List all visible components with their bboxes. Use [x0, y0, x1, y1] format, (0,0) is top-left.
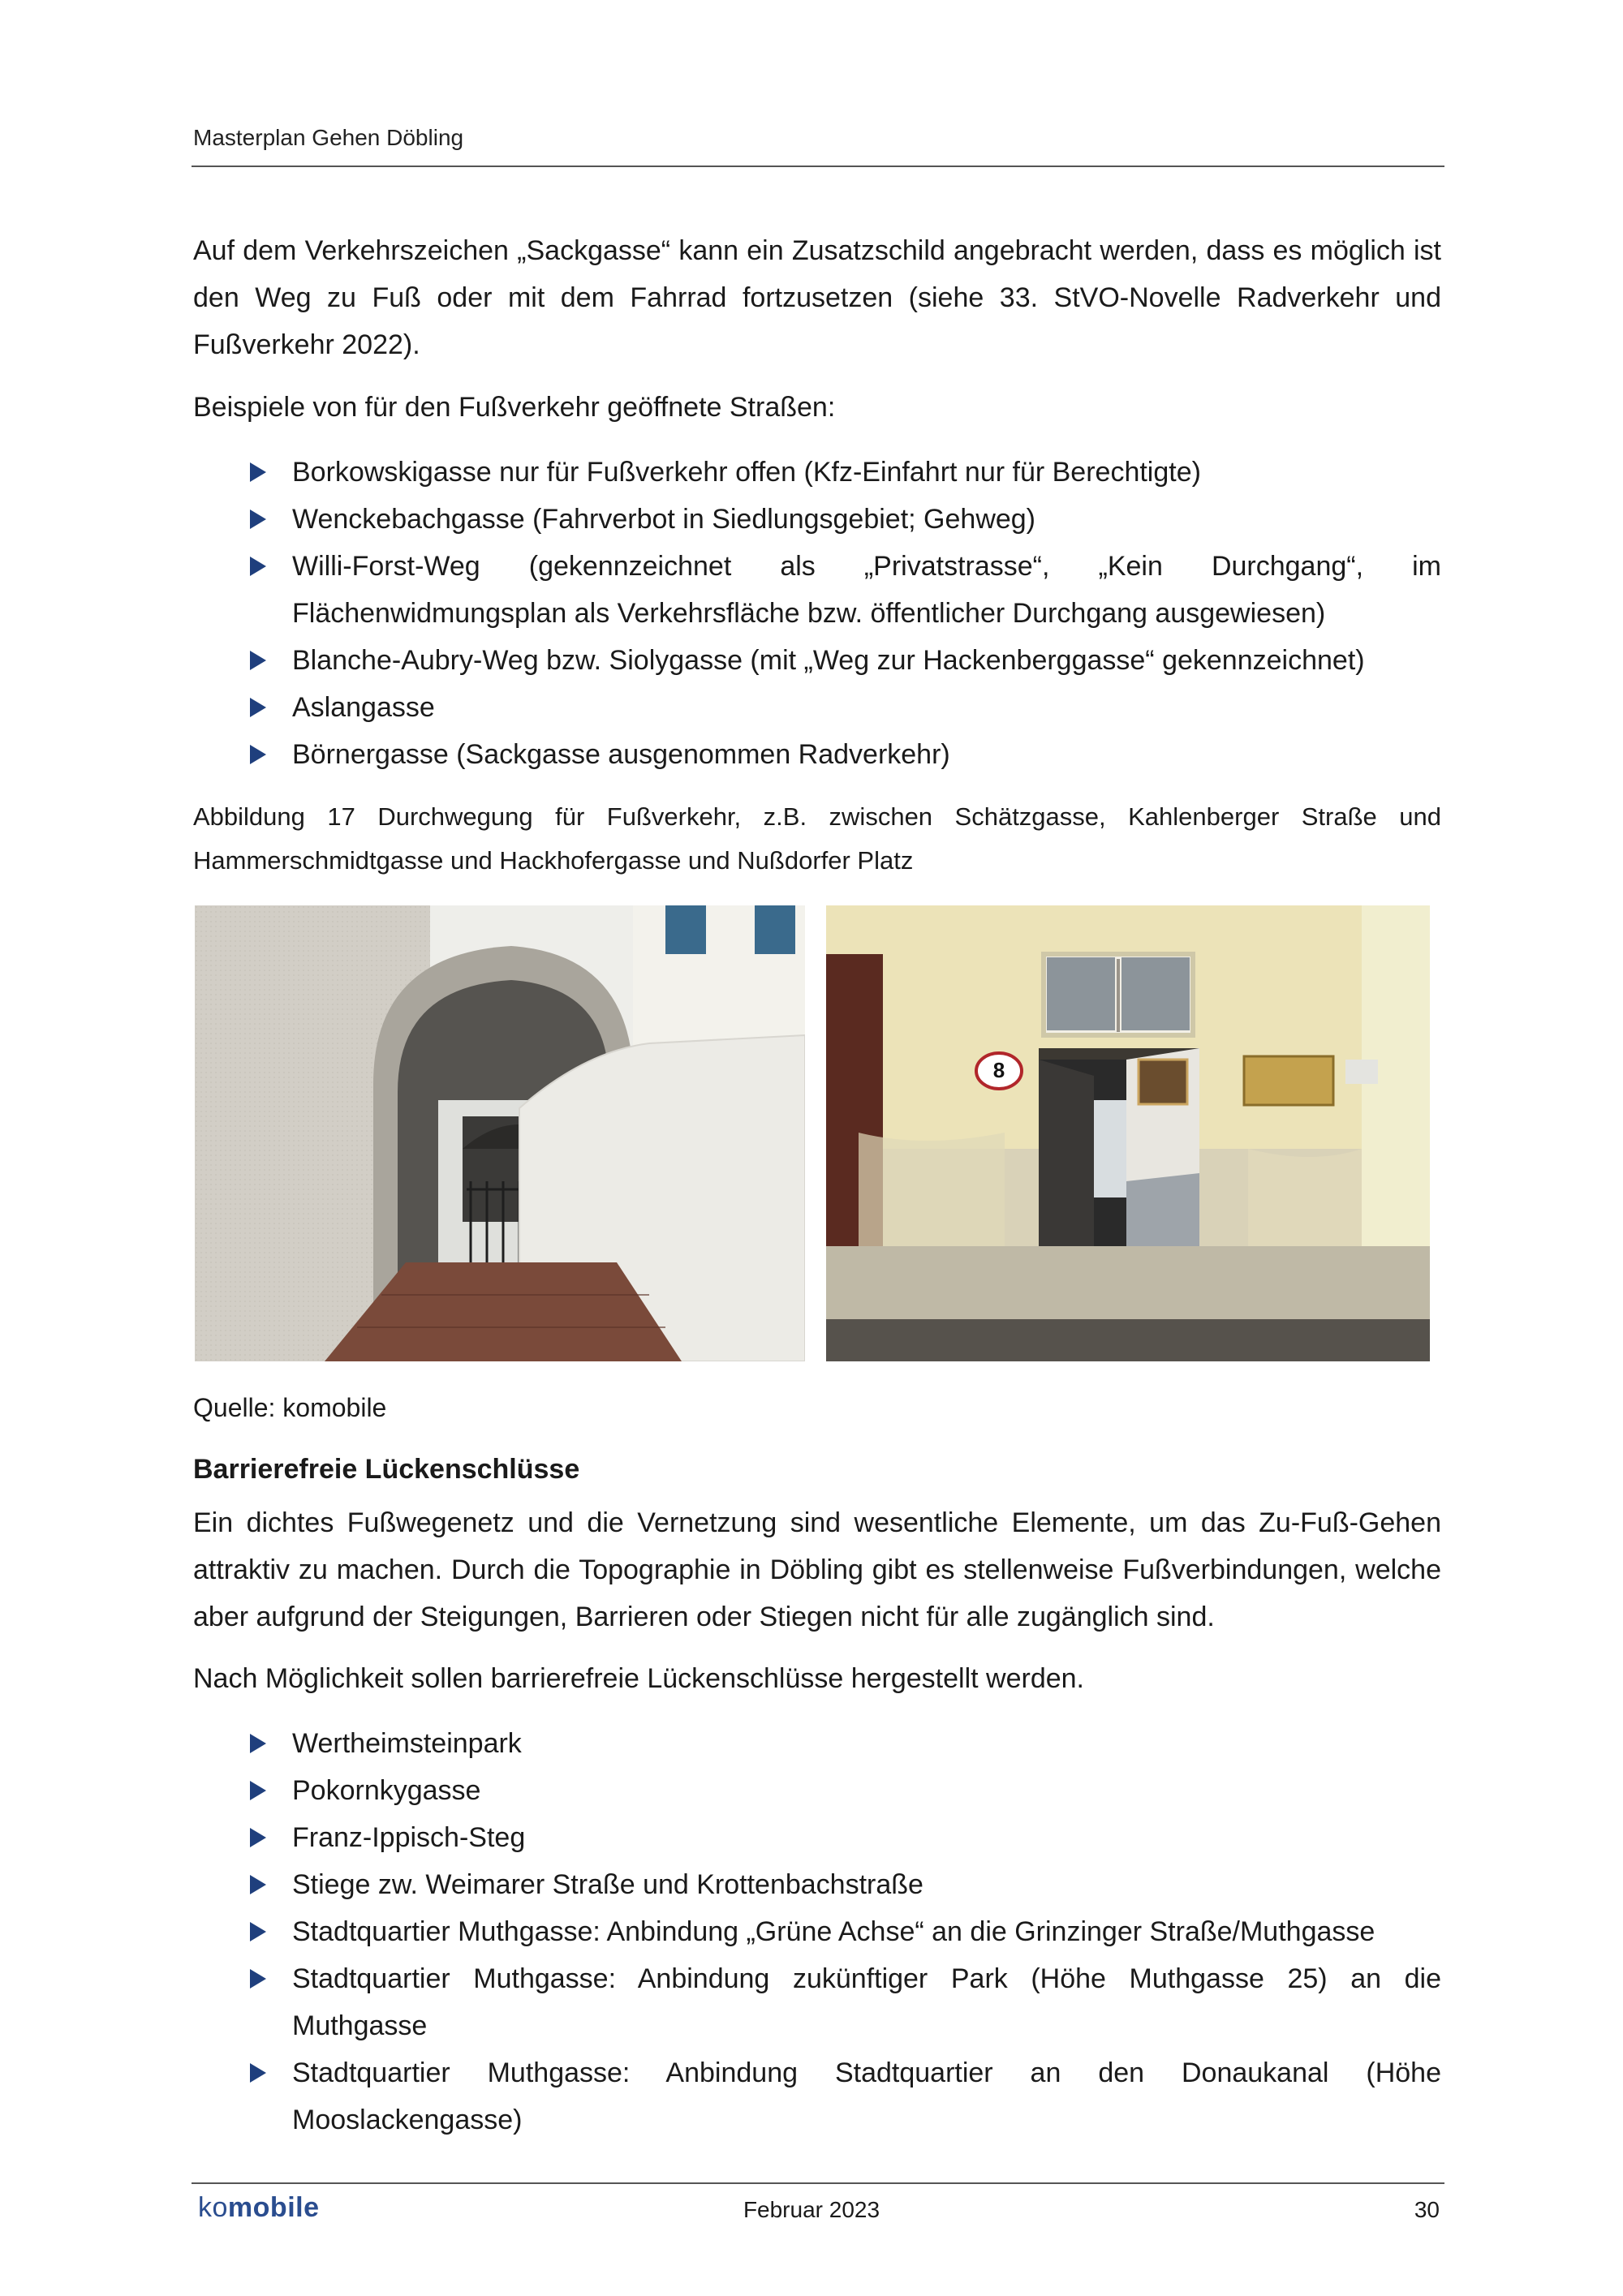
footer-divider	[192, 2182, 1444, 2184]
list-item: Aslangasse	[193, 684, 1441, 731]
komobile-logo: komobile	[198, 2192, 320, 2223]
triangle-bullet-icon	[250, 1734, 266, 1753]
triangle-bullet-icon	[250, 651, 266, 670]
header-title: Masterplan Gehen Döbling	[193, 125, 464, 150]
list-item-continuation: Flächenwidmungsplan als Verkehrsfläche bzw. öffentlicher Durchgang ausgewiesen)	[292, 598, 1326, 629]
house-number-sign: 8	[992, 1058, 1005, 1082]
triangle-bullet-icon	[250, 745, 266, 764]
triangle-bullet-icon	[250, 462, 266, 482]
section-lead: Nach Möglichkeit sollen barrierefreie Lückenschlüsse hergestellt werden.	[193, 1663, 1084, 1694]
list-item: Borkowskigasse nur für Fußverkehr offen (Kfz-Einfahrt nur für Berechtigte)	[193, 449, 1441, 496]
list-item: Wertheimsteinpark	[193, 1720, 1441, 1767]
figure-caption: Abbildung 17 Durchwegung für Fußverkehr, z.B. zwischen Schätzgasse, Kahlenberger Straße und Hammerschmidtgasse und Hackhofergasse und Nußdorfer Platz	[193, 802, 1441, 875]
triangle-bullet-icon	[250, 1969, 266, 1989]
list-item: Börnergasse (Sackgasse ausgenommen Radverkehr)	[193, 731, 1441, 778]
list-item: Willi-Forst-Weg (gekennzeichnet als „Privatstrasse“, „Kein Durchgang“, im	[193, 543, 1441, 590]
footer-date: Februar 2023	[743, 2197, 880, 2222]
examples-lead: Beispiele von für den Fußverkehr geöffnete Straßen:	[193, 392, 836, 423]
list-item: Wenckebachgasse (Fahrverbot in Siedlungsgebiet; Gehweg)	[193, 496, 1441, 543]
examples-list	[193, 449, 1441, 778]
list-item: Franz-Ippisch-Steg	[193, 1814, 1441, 1861]
gaps-list	[193, 1720, 1441, 2143]
triangle-bullet-icon	[250, 698, 266, 717]
triangle-bullet-icon	[250, 1875, 266, 1894]
triangle-bullet-icon	[250, 1922, 266, 1941]
triangle-bullet-icon	[250, 557, 266, 576]
photo-archway	[195, 905, 805, 1361]
triangle-bullet-icon	[250, 1781, 266, 1800]
intro-paragraph: Auf dem Verkehrszeichen „Sackgasse“ kann ein Zusatzschild angebracht werden, dass es möglich ist den Weg zu Fuß oder mit dem Fahrrad fortzusetzen (siehe 33. StVO-Novelle Radverkehr und Fußverkehr 2022).	[193, 235, 1441, 360]
header-divider	[192, 166, 1444, 167]
triangle-bullet-icon	[250, 1828, 266, 1847]
list-item: Blanche-Aubry-Weg bzw. Siolygasse (mit „Weg zur Hackenberggasse“ gekennzeichnet)	[193, 637, 1441, 684]
triangle-bullet-icon	[250, 2063, 266, 2083]
list-item: Stadtquartier Muthgasse: Anbindung „Grüne Achse“ an die Grinzinger Straße/Muthgasse	[193, 1908, 1441, 1955]
page-number: 30	[1414, 2197, 1440, 2222]
list-item: Pokornkygasse	[193, 1767, 1441, 1814]
list-item: Stadtquartier Muthgasse: Anbindung zukünftiger Park (Höhe Muthgasse 25) an die Muthgasse	[193, 1955, 1441, 2049]
list-item: Stiege zw. Weimarer Straße und Krottenbachstraße	[193, 1861, 1441, 1908]
figure-source: Quelle: komobile	[193, 1393, 387, 1422]
triangle-bullet-icon	[250, 510, 266, 529]
photo-passage	[826, 905, 1430, 1361]
section-paragraph: Ein dichtes Fußwegenetz und die Vernetzung sind wesentliche Elemente, um das Zu-Fuß-Gehen attraktiv zu machen. Durch die Topographie in Döbling gibt es stellenweise Fußverbindungen, welche aber aufgrund der Steigungen, Barrieren oder Stiegen nicht für alle zugänglich sind.	[193, 1507, 1441, 1632]
list-item: Stadtquartier Muthgasse: Anbindung Stadtquartier an den Donaukanal (Höhe Mooslackengasse)	[193, 2049, 1441, 2143]
section-heading: Barrierefreie Lückenschlüsse	[193, 1454, 580, 1485]
